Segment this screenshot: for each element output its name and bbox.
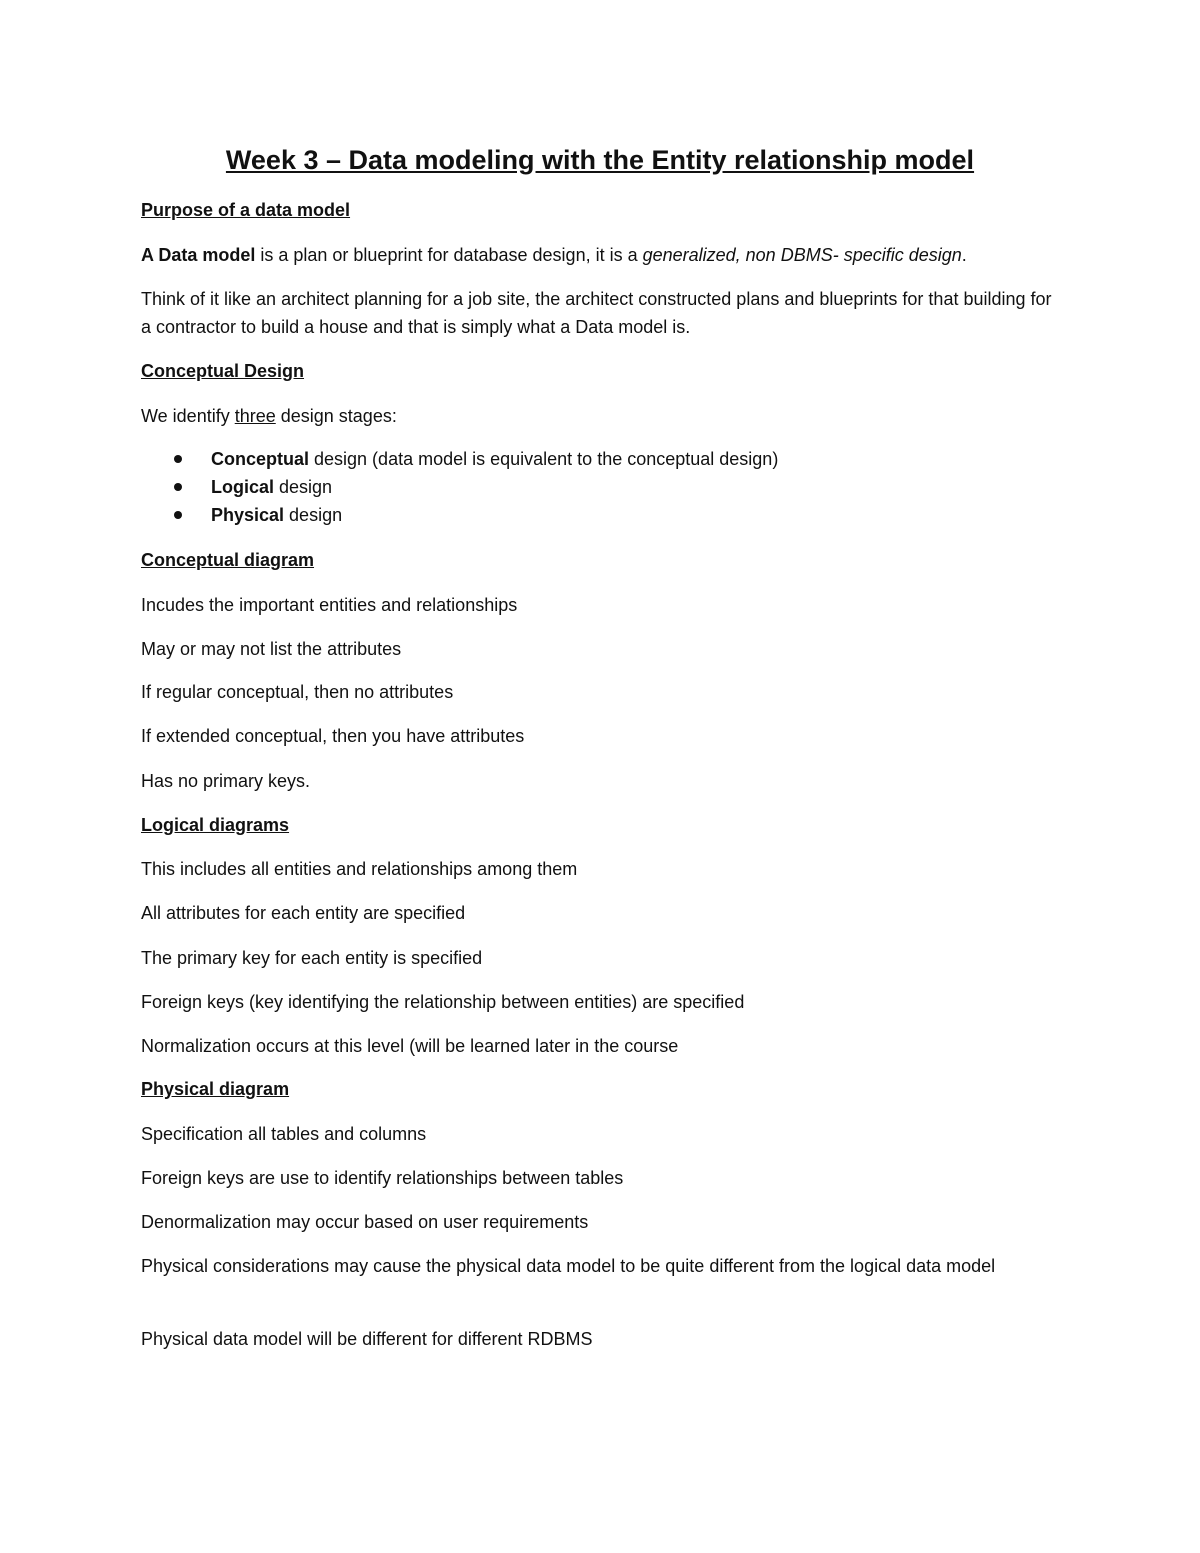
text-line: If extended conceptual, then you have attributes <box>141 726 525 746</box>
section-heading-conceptual-design: Conceptual Design <box>141 361 305 381</box>
document-title: Week 3 – Data modeling with the Entity relationship model <box>225 145 975 175</box>
paragraph-architect-analogy: Think of it like an architect planning for a job site, the architect constructed plans and blueprints for that building for a contractor to build a house and that is simply what a Data model is. <box>141 289 1052 337</box>
text-line: This includes all entities and relationships among them <box>141 859 578 879</box>
list-item-text: design (data model is equivalent to the conceptual design) <box>309 449 779 469</box>
text-line: Specification all tables and columns <box>141 1124 427 1144</box>
paragraph-text: We identify <box>141 406 235 426</box>
paragraph-text: . <box>961 245 967 265</box>
list-item-bold: Conceptual <box>211 449 310 469</box>
paragraph-text: is a plan or blueprint for database design, it is a <box>255 245 643 265</box>
bullet-icon <box>174 483 182 491</box>
text-line: May or may not list the attributes <box>141 639 402 659</box>
list-item <box>141 473 778 501</box>
section-heading-purpose: Purpose of a data model <box>141 200 351 220</box>
italic-phrase: generalized, non DBMS- specific design <box>642 245 962 265</box>
list-item-bold: Physical <box>211 505 285 525</box>
section-heading-conceptual-diagram: Conceptual diagram <box>141 550 315 570</box>
paragraph-design-stages-intro <box>141 402 1061 430</box>
section-heading-logical-diagrams: Logical diagrams <box>141 815 290 835</box>
text-line: Physical data model will be different for different RDBMS <box>141 1329 593 1349</box>
bullet-icon <box>174 455 182 463</box>
paragraph-data-model-definition <box>141 241 1061 269</box>
paragraph-text: design stages: <box>275 406 397 426</box>
bold-term-data-model: A Data model <box>141 245 256 265</box>
text-line: If regular conceptual, then no attributes <box>141 682 454 702</box>
list-item <box>141 501 778 529</box>
text-line: Foreign keys are use to identify relationships between tables <box>141 1168 624 1188</box>
text-line: Physical considerations may cause the physical data model to be quite different from the logical data model <box>141 1256 996 1276</box>
section-heading-physical-diagram: Physical diagram <box>141 1079 290 1099</box>
list-item-bold: Logical <box>211 477 275 497</box>
list-item-text: design <box>284 505 343 525</box>
text-line: Foreign keys (key identifying the relationship between entities) are specified <box>141 992 745 1012</box>
underlined-word: three <box>234 406 276 426</box>
list-item <box>141 445 778 473</box>
list-item-text: design <box>274 477 333 497</box>
bullet-icon <box>174 511 182 519</box>
text-line: Denormalization may occur based on user requirements <box>141 1212 589 1232</box>
text-line: Has no primary keys. <box>141 771 311 791</box>
text-line: Incudes the important entities and relationships <box>141 595 518 615</box>
design-stages-list <box>141 445 778 529</box>
text-line: The primary key for each entity is specified <box>141 948 483 968</box>
text-line: Normalization occurs at this level (will be learned later in the course <box>141 1036 679 1056</box>
text-line: All attributes for each entity are specified <box>141 903 466 923</box>
